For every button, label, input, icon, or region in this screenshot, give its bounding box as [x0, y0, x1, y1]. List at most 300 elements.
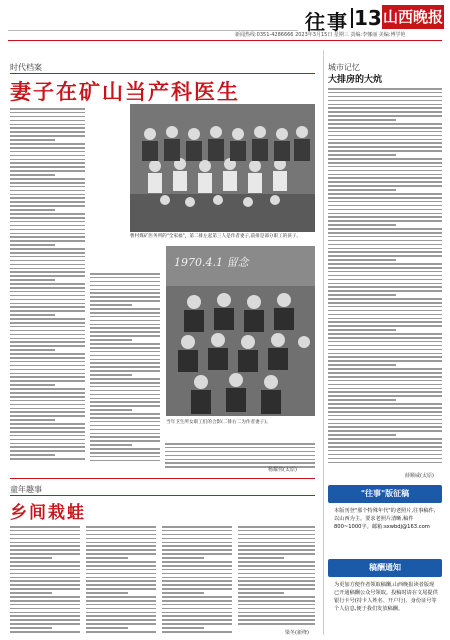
- text-line: [90, 429, 160, 431]
- text-line: [86, 580, 156, 582]
- text-line: [90, 292, 160, 294]
- text-line: [328, 142, 442, 144]
- text-line: [86, 612, 156, 614]
- text-line: [86, 549, 156, 551]
- right-article-body: [328, 88, 442, 470]
- text-line: [328, 462, 442, 464]
- text-line: [90, 285, 160, 287]
- text-line: [238, 542, 315, 544]
- text-line: [328, 100, 442, 102]
- text-line: [90, 273, 160, 275]
- text-line: [165, 462, 315, 464]
- text-line: [10, 162, 85, 164]
- text-line: [10, 619, 80, 621]
- main-article-col2: [90, 273, 160, 466]
- text-line: [90, 444, 132, 446]
- text-line: [10, 143, 85, 145]
- text-line: [328, 251, 442, 253]
- text-line: [10, 557, 52, 559]
- text-line: [10, 318, 85, 320]
- text-line: [328, 318, 442, 320]
- text-line: [328, 279, 442, 281]
- text-line: [238, 600, 315, 602]
- text-line: [328, 275, 442, 277]
- text-line: [10, 303, 85, 305]
- text-line: [90, 312, 160, 314]
- text-line: [328, 388, 442, 390]
- text-line: [238, 588, 315, 590]
- bottom-article-col1: [10, 526, 80, 636]
- text-line: [10, 151, 85, 153]
- text-line: [328, 139, 442, 141]
- text-line: [162, 580, 232, 582]
- text-line: [238, 623, 315, 625]
- text-line: [86, 530, 156, 532]
- text-line: [10, 443, 85, 445]
- text-line: [10, 427, 85, 429]
- text-line: [328, 329, 396, 331]
- text-line: [328, 314, 442, 316]
- text-line: [162, 542, 232, 544]
- text-line: [90, 448, 160, 450]
- text-line: [86, 557, 128, 559]
- text-line: [10, 577, 80, 579]
- text-line: [90, 433, 160, 435]
- text-line: [328, 325, 442, 327]
- text-line: [10, 326, 85, 328]
- text-line: [10, 139, 55, 141]
- text-line: [86, 553, 156, 555]
- text-line: [238, 557, 284, 559]
- bottom-kicker: 童年趣事: [10, 485, 42, 494]
- text-line: [328, 356, 442, 358]
- text-line: [86, 561, 156, 563]
- text-line: [162, 631, 232, 633]
- text-line: [90, 308, 160, 310]
- text-line: [238, 526, 315, 528]
- text-line: [10, 588, 80, 590]
- text-line: [10, 396, 85, 398]
- text-line: [10, 408, 85, 410]
- text-line: [10, 264, 85, 266]
- text-line: [328, 283, 442, 285]
- right-author: 薛顺威(太原): [405, 473, 434, 479]
- text-line: [162, 615, 232, 617]
- text-line: [328, 337, 442, 339]
- text-line: [162, 569, 232, 571]
- text-line: [162, 526, 232, 528]
- main-kicker: 时代档案: [10, 63, 42, 72]
- text-line: [10, 600, 80, 602]
- text-line: [328, 407, 442, 409]
- text-line: [162, 557, 204, 559]
- right-headline: 大排房的大炕: [328, 75, 383, 85]
- text-line: [10, 159, 85, 161]
- text-line: [238, 573, 315, 575]
- text-line: [328, 127, 442, 129]
- text-line: [328, 423, 442, 425]
- text-line: [328, 399, 396, 401]
- text-line: [328, 294, 396, 296]
- text-line: [328, 244, 442, 246]
- text-line: [328, 185, 442, 187]
- bottom-headline: 乡间栽蛙: [10, 503, 86, 523]
- text-line: [10, 256, 85, 258]
- main-article-col1: [10, 108, 85, 466]
- text-line: [10, 400, 85, 402]
- text-line: [90, 417, 160, 419]
- text-line: [86, 538, 156, 540]
- text-line: [328, 131, 442, 133]
- text-line: [10, 561, 80, 563]
- text-line: [328, 150, 442, 152]
- text-line: [238, 565, 315, 567]
- text-line: [162, 619, 232, 621]
- text-line: [328, 454, 442, 456]
- text-line: [90, 436, 160, 438]
- text-line: [10, 334, 85, 336]
- text-line: [90, 382, 160, 384]
- text-line: [328, 458, 442, 460]
- text-line: [328, 189, 396, 191]
- text-line: [10, 299, 85, 301]
- text-line: [10, 392, 85, 394]
- section-divider: [10, 478, 315, 479]
- text-line: [328, 205, 442, 207]
- text-line: [328, 395, 442, 397]
- text-line: [162, 592, 204, 594]
- text-line: [10, 411, 85, 413]
- text-line: [10, 225, 85, 227]
- text-line: [10, 365, 85, 367]
- text-line: [10, 197, 85, 199]
- text-line: [10, 388, 85, 390]
- page-number: 13: [354, 6, 382, 30]
- text-line: [10, 526, 80, 528]
- promo-section: [328, 485, 442, 635]
- text-line: [328, 193, 442, 195]
- text-line: [90, 304, 132, 306]
- text-line: [328, 267, 442, 269]
- text-line: [10, 361, 85, 363]
- text-line: [328, 177, 442, 179]
- text-line: [90, 339, 132, 341]
- text-line: [10, 384, 55, 386]
- text-line: [10, 446, 85, 448]
- text-line: [10, 279, 55, 281]
- text-line: [10, 376, 85, 378]
- text-line: [238, 580, 315, 582]
- text-line: [238, 569, 315, 571]
- text-line: [162, 577, 232, 579]
- text-line: [10, 450, 85, 452]
- text-line: [86, 623, 156, 625]
- text-line: [328, 376, 442, 378]
- text-line: [328, 345, 442, 347]
- text-line: [238, 561, 315, 563]
- text-line: [10, 213, 85, 215]
- text-line: [328, 333, 442, 335]
- text-line: [328, 259, 396, 261]
- text-line: [328, 115, 442, 117]
- text-line: [90, 460, 160, 462]
- text-line: [162, 600, 232, 602]
- promo1-banner: "往事"版征稿: [328, 485, 442, 503]
- text-line: [86, 588, 156, 590]
- text-line: [10, 221, 85, 223]
- text-line: [10, 322, 85, 324]
- main-author: 杨耀伟(太原): [268, 467, 297, 473]
- text-line: [10, 542, 80, 544]
- text-line: [90, 390, 160, 392]
- text-line: [10, 631, 80, 633]
- text-line: [10, 201, 85, 203]
- text-line: [90, 281, 160, 283]
- text-line: [238, 615, 315, 617]
- text-line: [328, 209, 442, 211]
- text-line: [10, 268, 85, 270]
- text-line: [90, 324, 160, 326]
- text-line: [90, 409, 132, 411]
- text-line: [90, 413, 160, 415]
- text-line: [90, 374, 132, 376]
- text-line: [86, 608, 156, 610]
- text-line: [10, 248, 85, 250]
- text-line: [10, 530, 80, 532]
- text-line: [10, 127, 85, 129]
- text-line: [90, 320, 160, 322]
- text-line: [328, 174, 442, 176]
- text-line: [328, 170, 442, 172]
- text-line: [328, 353, 442, 355]
- text-line: [10, 120, 85, 122]
- text-line: [90, 421, 160, 423]
- text-line: [328, 197, 442, 199]
- text-line: [328, 111, 442, 113]
- text-line: [10, 545, 80, 547]
- text-line: [328, 96, 442, 98]
- text-line: [328, 380, 442, 382]
- text-line: [10, 615, 80, 617]
- text-line: [328, 430, 442, 432]
- text-line: [10, 458, 85, 460]
- text-line: [10, 538, 80, 540]
- right-kicker: 城市记忆: [328, 63, 360, 72]
- text-line: [238, 612, 315, 614]
- text-line: [238, 577, 315, 579]
- text-line: [328, 438, 442, 440]
- text-line: [90, 378, 160, 380]
- text-line: [10, 240, 85, 242]
- text-line: [162, 573, 232, 575]
- text-line: [328, 415, 442, 417]
- text-line: [86, 573, 156, 575]
- text-line: [10, 553, 80, 555]
- bottom-kicker-rule: [10, 495, 315, 496]
- text-line: [86, 619, 156, 621]
- text-line: [10, 147, 85, 149]
- text-line: [10, 287, 85, 289]
- text-line: [10, 435, 85, 437]
- text-line: [10, 573, 80, 575]
- photo-group-family: [130, 104, 315, 232]
- text-line: [328, 263, 442, 265]
- text-line: [328, 306, 442, 308]
- text-line: [86, 542, 156, 544]
- text-line: [10, 369, 85, 371]
- text-line: [10, 314, 55, 316]
- text-line: [162, 561, 232, 563]
- text-line: [238, 596, 315, 598]
- text-line: [238, 604, 315, 606]
- text-line: [328, 310, 442, 312]
- text-line: [165, 447, 315, 449]
- text-line: [10, 604, 80, 606]
- text-line: [10, 338, 85, 340]
- text-line: [162, 545, 232, 547]
- text-line: [162, 538, 232, 540]
- text-line: [10, 271, 85, 273]
- text-line: [90, 362, 160, 364]
- text-line: [165, 443, 315, 445]
- text-line: [328, 298, 442, 300]
- text-line: [162, 549, 232, 551]
- text-line: [328, 271, 442, 273]
- text-line: [328, 321, 442, 323]
- text-line: [328, 220, 442, 222]
- text-line: [328, 224, 396, 226]
- text-line: [328, 123, 442, 125]
- text-line: [328, 446, 442, 448]
- text-line: [10, 592, 52, 594]
- text-line: [328, 236, 442, 238]
- text-line: [10, 174, 55, 176]
- text-line: [328, 228, 442, 230]
- text-line: [10, 252, 85, 254]
- text-line: [86, 631, 156, 633]
- text-line: [10, 131, 85, 133]
- text-line: [328, 434, 396, 436]
- text-line: [10, 244, 55, 246]
- text-line: [90, 347, 160, 349]
- text-line: [328, 364, 396, 366]
- text-line: [10, 166, 85, 168]
- text-line: [10, 260, 85, 262]
- text-line: [86, 569, 156, 571]
- text-line: [328, 166, 442, 168]
- text-line: [10, 353, 85, 355]
- text-line: [328, 442, 442, 444]
- text-line: [10, 135, 85, 137]
- text-line: [10, 380, 85, 382]
- text-line: [10, 190, 85, 192]
- text-line: [328, 154, 396, 156]
- text-line: [162, 608, 232, 610]
- text-line: [86, 534, 156, 536]
- text-line: [90, 452, 160, 454]
- photo-figures: [130, 104, 315, 232]
- text-line: [90, 277, 160, 279]
- text-line: [90, 335, 160, 337]
- text-line: [328, 450, 442, 452]
- text-line: [328, 403, 442, 405]
- text-line: [10, 178, 85, 180]
- text-line: [162, 530, 232, 532]
- newspaper-logo: 山西晚报: [382, 5, 444, 29]
- photo-figures-2: [166, 246, 315, 416]
- text-line: [328, 368, 442, 370]
- main-headline: 妻子在矿山当产科医生: [10, 80, 240, 104]
- text-line: [10, 596, 80, 598]
- text-line: [328, 201, 442, 203]
- text-line: [328, 119, 396, 121]
- text-line: [328, 286, 442, 288]
- photo1-caption: 曹村煤矿医务所的"全家福"，第二排左起第三人是作者妻子,前排是部分职工的孩子。: [130, 234, 302, 239]
- text-line: [10, 627, 52, 629]
- text-line: [90, 456, 160, 458]
- text-line: [90, 386, 160, 388]
- text-line: [162, 584, 232, 586]
- text-line: [10, 423, 85, 425]
- text-line: [90, 440, 160, 442]
- text-line: [86, 545, 156, 547]
- text-line: [90, 300, 160, 302]
- text-line: [90, 351, 160, 353]
- text-line: [10, 565, 80, 567]
- page-header: [0, 0, 450, 40]
- text-line: [10, 194, 85, 196]
- section-name: 往事: [305, 10, 349, 34]
- text-line: [10, 330, 85, 332]
- main-kicker-rule: [10, 73, 315, 74]
- text-line: [328, 104, 442, 106]
- text-line: [90, 398, 160, 400]
- text-line: [328, 92, 442, 94]
- text-line: [328, 302, 442, 304]
- text-line: [238, 549, 315, 551]
- text-line: [10, 584, 80, 586]
- text-line: [10, 373, 85, 375]
- text-line: [328, 248, 442, 250]
- text-line: [90, 343, 160, 345]
- text-line: [328, 162, 442, 164]
- text-line: [10, 608, 80, 610]
- text-line: [10, 116, 85, 118]
- text-line: [238, 553, 315, 555]
- text-line: [10, 357, 85, 359]
- text-line: [328, 181, 442, 183]
- text-line: [238, 530, 315, 532]
- text-line: [86, 584, 156, 586]
- text-line: [328, 255, 442, 257]
- text-line: [10, 186, 85, 188]
- text-line: [90, 331, 160, 333]
- text-line: [90, 289, 160, 291]
- text-line: [10, 229, 85, 231]
- text-line: [86, 627, 128, 629]
- text-line: [86, 600, 156, 602]
- page-number-divider: [351, 8, 353, 28]
- text-line: [10, 236, 85, 238]
- promo2-banner: 稿酬通知: [328, 559, 442, 577]
- column-divider: [323, 50, 324, 635]
- text-line: [86, 592, 128, 594]
- bottom-article-col3: [162, 526, 232, 636]
- header-info: 新闻热线:0351-4286666 2023年3月15日 星期三 责编:李娜丽 美编:傅学艳: [235, 32, 406, 38]
- text-line: [328, 391, 442, 393]
- text-line: [10, 419, 55, 421]
- text-line: [10, 275, 85, 277]
